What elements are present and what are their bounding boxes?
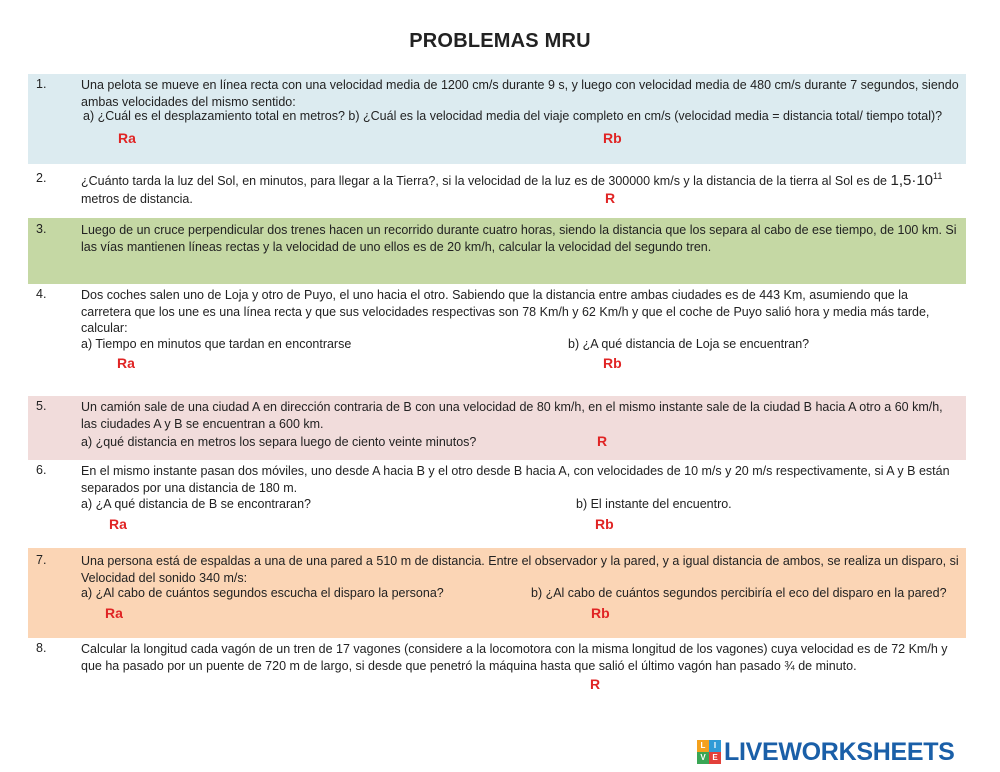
- problem-number: 4.: [36, 287, 47, 301]
- problem-8: [28, 638, 966, 700]
- problem-2: [28, 164, 966, 218]
- problem-text: Una persona está de espaldas a una de una pared a 510 m de distancia. Entre el observador y la pared, y a igual distancia de ambos, se realiza un disparo, si Velocidad del sonido 340 m/s:: [81, 554, 959, 585]
- liveworksheets-logo: [697, 738, 955, 766]
- problem-1: [28, 74, 966, 164]
- problem-number: 6.: [36, 463, 47, 477]
- problem-number: 3.: [36, 222, 47, 236]
- problem-5: [28, 396, 966, 460]
- problem-text: Un camión sale de una ciudad A en dirección contraria de B con una velocidad de 80 km/h, en el mismo instante sale de la ciudad B hacia A otro a 60 km/h, las ciudades A y B se encuentran a 600 km.: [81, 400, 943, 431]
- problem-text: [81, 168, 960, 190]
- answer-b-field[interactable]: Rb: [595, 516, 614, 532]
- question-b: b) El instante del encuentro.: [576, 497, 732, 511]
- problem-text: Una pelota se mueve en línea recta con una velocidad media de 1200 cm/s durante 9 s, y luego con velocidad media de 480 cm/s durante 7 segundos, siendo ambas velocidades del mismo sentido:: [81, 78, 959, 109]
- page-title: PROBLEMAS MRU: [409, 30, 591, 52]
- answer-b-field[interactable]: Rb: [591, 605, 610, 621]
- answer-a-field[interactable]: Ra: [118, 130, 136, 146]
- logo-letter: V: [697, 752, 709, 764]
- problem-number: 1.: [36, 77, 47, 91]
- question-a: a) Tiempo en minutos que tardan en encontrarse: [81, 337, 352, 351]
- problem-number: 2.: [36, 171, 47, 185]
- answer-a-field[interactable]: Ra: [117, 355, 135, 371]
- problem-question: a) ¿Cuál es el desplazamiento total en metros? b) ¿Cuál es la velocidad media del viaje completo en cm/s (velocidad media = distancia total/ tiempo total)?: [83, 109, 943, 123]
- answer-b-field[interactable]: Rb: [603, 130, 622, 146]
- problem-text: Luego de un cruce perpendicular dos trenes hacen un recorrido durante cuatro horas, siendo la distancia que los separa al cabo de ese tiempo, de 100 km. Si las vías mantienen líneas rectas y la velocidad de uno ellos es de 20 km/h, calcular la velocidad del segundo tren.: [81, 223, 957, 254]
- problem-number: 7.: [36, 553, 47, 567]
- answer-a-field[interactable]: Ra: [105, 605, 123, 621]
- question-b: b) ¿Al cabo de cuántos segundos percibiría el eco del disparo en la pared?: [531, 586, 947, 600]
- problem-text-part1: ¿Cuánto tarda la luz del Sol, en minutos, para llegar a la Tierra?, si la velocidad de la luz es de 300000 km/s y la distancia de la tierra al Sol es de: [81, 174, 891, 188]
- question-a: a) ¿A qué distancia de B se encontraran?: [81, 497, 312, 511]
- question-b: b) ¿A qué distancia de Loja se encuentran?: [568, 337, 810, 351]
- problem-6: [28, 460, 966, 548]
- problem-text-part2: metros de distancia.: [81, 192, 193, 206]
- answer-b-field[interactable]: Rb: [603, 355, 622, 371]
- scientific-number: [890, 172, 942, 189]
- scientific-base: 1,5·10: [890, 172, 934, 189]
- problem-3: [28, 218, 966, 284]
- problem-7: [28, 548, 966, 638]
- problem-text: Calcular la longitud cada vagón de un tren de 17 vagones (considere a la locomotora con la misma longitud de los vagones) cuya velocidad es de 72 Km/h y que ha pasado por un puente de 720 m de largo, si desde que penetró la máquina hasta que salió el último vagón han pasado ¾ de minuto.: [81, 642, 948, 673]
- answer-field[interactable]: R: [597, 433, 608, 449]
- problem-text: En el mismo instante pasan dos móviles, uno desde A hacia B y el otro desde B hacia A, con velocidades de 10 m/s y 20 m/s respectivamente, si A y B están separados por una distancia de 180 m.: [81, 464, 950, 495]
- logo-letter: I: [709, 740, 721, 752]
- answer-field[interactable]: R: [590, 676, 601, 692]
- logo-letter: E: [709, 752, 721, 764]
- liveworksheets-logo-icon: [697, 740, 721, 764]
- problem-question: a) ¿qué distancia en metros los separa luego de ciento veinte minutos?: [81, 435, 477, 449]
- question-a: a) ¿Al cabo de cuántos segundos escucha el disparo la persona?: [81, 586, 444, 600]
- problem-number: 8.: [36, 641, 47, 655]
- logo-letter: L: [697, 740, 709, 752]
- answer-a-field[interactable]: Ra: [109, 516, 127, 532]
- answer-field[interactable]: R: [605, 190, 616, 206]
- problem-text: Dos coches salen uno de Loja y otro de Puyo, el uno hacia el otro. Sabiendo que la distancia entre ambas ciudades es de 443 Km, asumiendo que la carretera que los une es una línea recta y que sus velocidades respectivas son 78 Km/h y 62 Km/h y que el coche de Puyo salió hora y media más tarde, calcular:: [81, 288, 930, 335]
- problem-4: [28, 284, 966, 396]
- problem-number: 5.: [36, 399, 47, 413]
- logo-text: LIVEWORKSHEETS: [724, 737, 955, 766]
- scientific-exponent: 11: [933, 171, 943, 181]
